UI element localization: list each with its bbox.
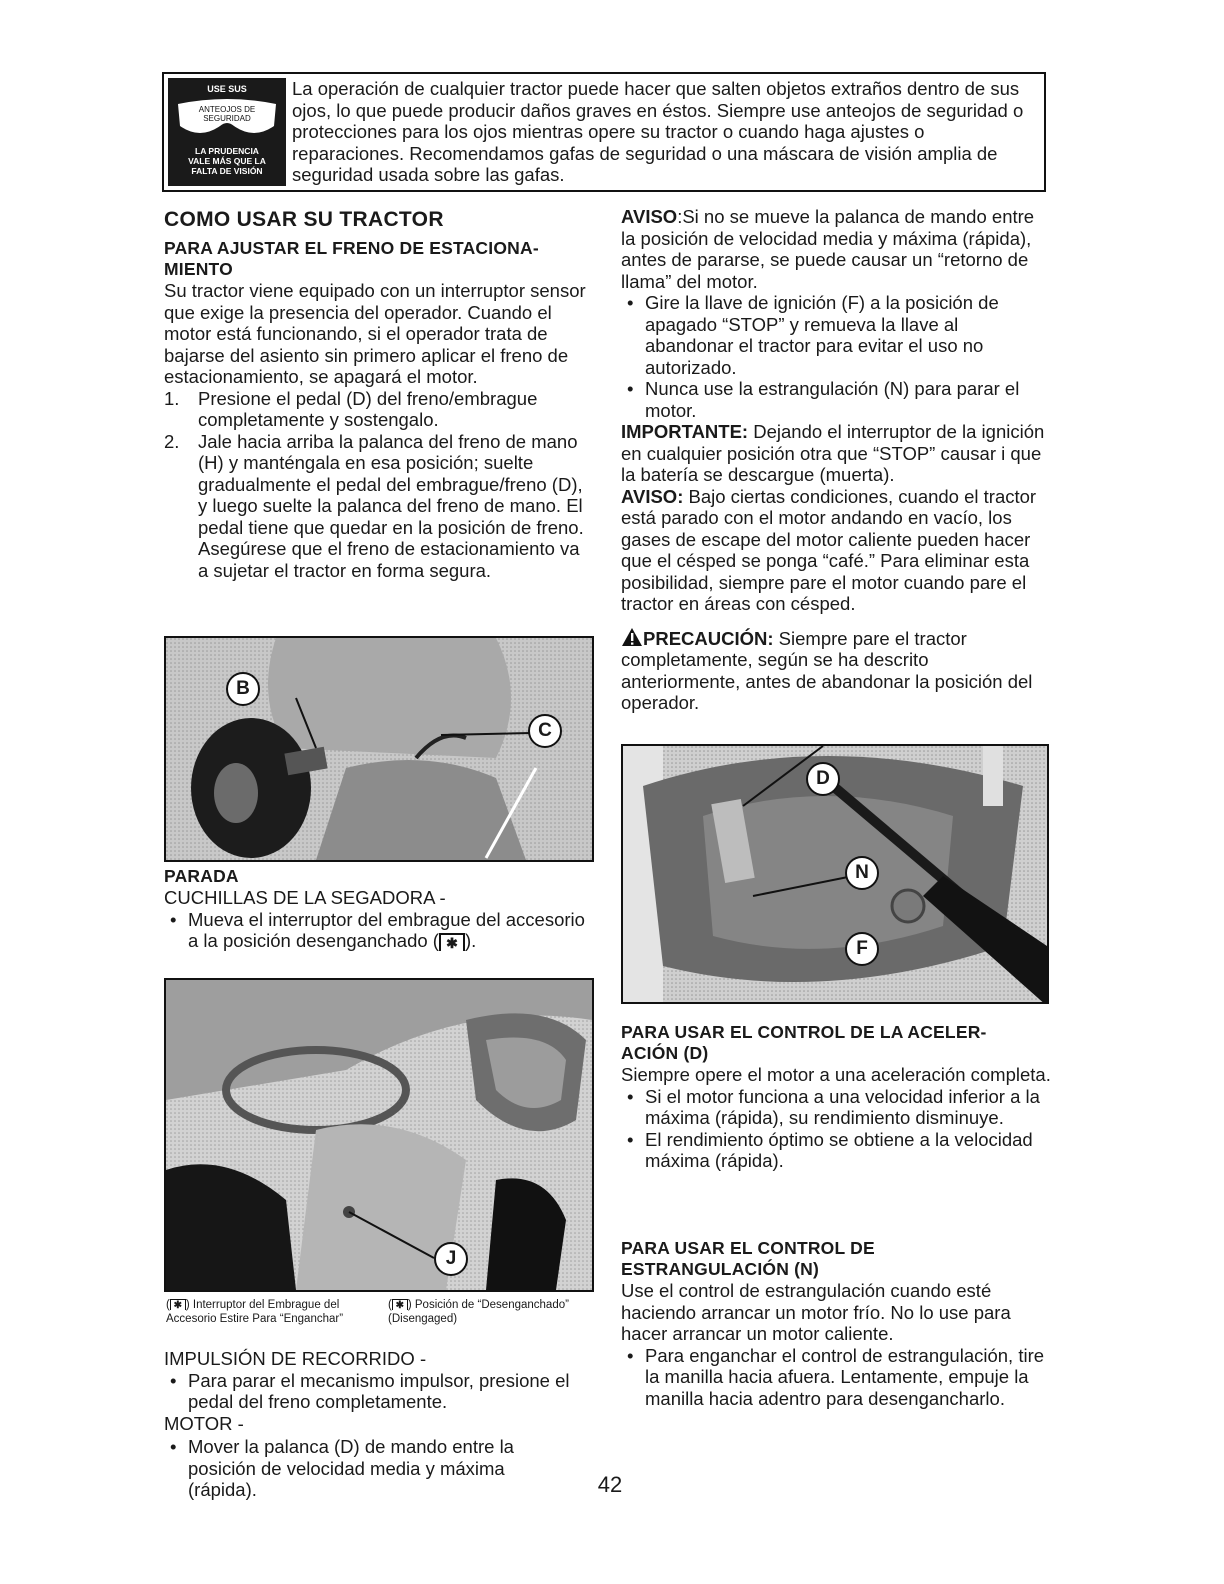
acel-section <box>621 1022 1051 1172</box>
impulsion-bullet-text: Para parar el mecanismo impulsor, presione el pedal del freno completamente. <box>188 1369 570 1412</box>
parada-section <box>164 866 594 952</box>
motor-bullet: • Mover la palanca (D) de mando entre la posición de velocidad media y máxima (rápida). <box>170 1436 514 1500</box>
badge-line-5: VALE MÁS QUE LA <box>188 156 266 166</box>
estr-intro: Use el control de estrangulación cuando esté haciendo arrancar un motor frío. No lo use para hacer arrancar un motor caliente. <box>621 1280 1011 1344</box>
precaucion-text: Siempre pare el tractor completamente, según se ha descrito anteriormente, antes de abandonar la posición del operador. <box>621 627 1033 713</box>
callout-c: C <box>528 714 562 748</box>
caption-left-text: Interruptor del Embrague del Accesorio Estire Para “Enganchar” <box>166 1299 344 1325</box>
stop-bullet-1-text: Gire la llave de ignición (F) a la posición de apagado “STOP” y remueva la llave al abandonar el tractor para evitar el uso no autorizado. <box>645 292 999 378</box>
stop-bullet-1: • Gire la llave de ignición (F) a la posición de apagado “STOP” y remueva la llave al abandonar el tractor para evitar el uso no autorizado. <box>627 292 999 378</box>
disengaged-symbol-icon: ✱ <box>392 1299 408 1310</box>
aviso-2-label: AVISO: <box>621 485 684 507</box>
badge-line-3: SEGURIDAD <box>203 114 251 123</box>
acel-intro: Siempre opere el motor a una aceleración completa. <box>621 1064 1051 1085</box>
acel-bullet-1-text: Si el motor funciona a una velocidad inferior a la máxima (rápida), su rendimiento disminuye. <box>645 1085 1040 1128</box>
estr-bullet: • Para enganchar el control de estrangulación, tire la manilla hacia afuera. Lentamente, empuje la manilla hacia adentro para desengancharlo. <box>627 1344 1045 1409</box>
stop-bullet-2: • Nunca use la estrangulación (N) para parar el motor. <box>627 378 1020 421</box>
left-column <box>164 208 594 581</box>
figure-throttle-choke <box>621 744 1049 1004</box>
acel-heading-line1: PARA USAR EL CONTROL DE LA ACELER- <box>621 1022 987 1042</box>
aviso-2-text: Bajo ciertas condiciones, cuando el tractor está parado con el motor andando en vacío, los gases de escape del motor caliente pueden hacer que el césped se ponga “café.” Para eliminar esta posibilidad, siempre pare el motor cuando pare el tractor en áreas con césped. <box>621 485 1037 614</box>
page-number: 42 <box>597 1472 623 1497</box>
aviso-1 <box>621 206 1051 292</box>
warning-text: La operación de cualquier tractor puede hacer que salten objetos extraños dentro de sus ojos, lo que puede producir daños graves en éstos. Siempre use anteojos de seguridad o protecciones para los ojos mientras opere su tractor o cuando haga ajustes o reparaciones. Recomendamos gafas de seguridad o una máscara de visión amplia de seguridad usada sobre las gafas. <box>292 78 1024 185</box>
goggles-icon <box>174 96 280 142</box>
aviso-2 <box>621 486 1051 615</box>
callout-n: N <box>845 856 879 890</box>
step-text: Presione el pedal (D) del freno/embrague completamente y sostengalo. <box>198 387 538 430</box>
figure-attachment-clutch <box>164 978 594 1292</box>
warning-triangle-icon <box>621 627 643 647</box>
figure2-caption <box>164 1298 604 1332</box>
badge-line-6: FALTA DE VISIÓN <box>191 166 263 176</box>
importante <box>621 421 1051 486</box>
acel-bullet-2: • El rendimiento óptimo se obtiene a la velocidad máxima (rápida). <box>627 1128 1033 1171</box>
impulsion-motor-section <box>164 1348 574 1501</box>
callout-j: J <box>434 1242 468 1276</box>
callout-f: F <box>845 932 879 966</box>
callout-d: D <box>806 762 840 796</box>
estr-section <box>621 1238 1051 1409</box>
importante-text: Dejando el interruptor de la ignición en cualquier posición otra que “STOP” causar i que la batería se descargue (muerta). <box>621 421 1045 485</box>
estr-bullet-text: Para enganchar el control de estrangulación, tire la manilla hacia afuera. Lentamente, empuje la manilla hacia adentro para desengancharlo. <box>645 1344 1045 1409</box>
right-column <box>621 206 1051 714</box>
parada-bullet-end: ). <box>464 930 477 951</box>
brake-step-2 <box>164 431 594 582</box>
brake-heading-line1: PARA AJUSTAR EL FRENO DE ESTACIONA- <box>164 238 539 258</box>
brake-heading-line2: MIENTO <box>164 259 233 279</box>
figure-brake-pedal <box>164 636 594 862</box>
badge-line-1: USE SUS <box>207 84 247 94</box>
badge-line-4: LA PRUDENCIA <box>195 146 259 156</box>
acel-bullet-1: • Si el motor funciona a una velocidad inferior a la máxima (rápida), su rendimiento disminuye. <box>627 1085 1040 1128</box>
estr-heading-line2: ESTRANGULACIÓN (N) <box>621 1259 820 1279</box>
step-number: 1. <box>164 387 180 409</box>
impulsion-bullet: • Para parar el mecanismo impulsor, presione el pedal del freno completamente. <box>170 1369 570 1412</box>
engaged-symbol-icon: ✱ <box>170 1299 186 1310</box>
page-title: COMO USAR SU TRACTOR <box>164 208 444 231</box>
motor-heading: MOTOR - <box>164 1412 244 1434</box>
brake-step-1 <box>164 388 594 431</box>
parada-bullet: • Mueva el interruptor del embrague del accesorio a la posición desenganchado ( ✱ ). <box>170 908 585 952</box>
brake-intro: Su tractor viene equipado con un interruptor sensor que exige la presencia del operador. Cuando el motor está funcionando, si el operador trata de bajarse del asiento sin primero aplicar el freno de estacionamiento, se apagará el motor. <box>164 280 586 387</box>
parada-sub: CUCHILLAS DE LA SEGADORA - <box>164 887 446 908</box>
caption-right: ( ✱ ) Posición de “Desenganchado” (Disengaged) <box>388 1299 569 1325</box>
acel-heading-line2: ACIÓN (D) <box>621 1043 709 1063</box>
motor-bullet-text: Mover la palanca (D) de mando entre la posición de velocidad media y máxima (rápida). <box>188 1436 514 1500</box>
precaucion-label: PRECAUCIÓN: <box>643 627 774 649</box>
estr-heading-line1: PARA USAR EL CONTROL DE <box>621 1238 875 1258</box>
importante-label: IMPORTANTE: <box>621 421 749 442</box>
caption-left: ( ✱ ) Interruptor del Embrague del Accesorio Estire Para “Enganchar” <box>166 1299 344 1325</box>
callout-b: B <box>226 672 260 706</box>
tractor-seat-illustration <box>166 638 592 860</box>
safety-warning-box <box>162 72 1046 192</box>
parada-bullet-text: Mueva el interruptor del embrague del accesorio a la posición desenganchado ( <box>188 908 585 951</box>
dashboard-illustration <box>166 980 592 1290</box>
caption-right-text: Posición de “Desenganchado” (Disengaged) <box>388 1299 569 1325</box>
acel-bullet-2-text: El rendimiento óptimo se obtiene a la velocidad máxima (rápida). <box>645 1128 1033 1171</box>
aviso-1-label: AVISO <box>621 206 678 227</box>
step-text: Jale hacia arriba la palanca del freno de mano (H) y manténgala en esa posición; suelte gradualmente el pedal del embrague/freno (D), y luego suelte la palanca del freno de mano. El pedal tiene que quedar en la posición de freno. Asegúrese que el freno de estacionamiento va a sujetar el tractor en forma segura. <box>198 430 584 581</box>
parada-heading: PARADA <box>164 866 239 886</box>
stop-bullet-2-text: Nunca use la estrangulación (N) para parar el motor. <box>645 378 1020 421</box>
badge-line-2: ANTEOJOS DE <box>198 105 256 114</box>
impulsion-heading: IMPULSIÓN DE RECORRIDO - <box>164 1348 427 1369</box>
step-number: 2. <box>164 430 180 452</box>
disengaged-symbol-icon: ✱ <box>439 933 465 951</box>
aviso-1-text: :Si no se mueve la palanca de mando entre la posición de velocidad media y máxima (rápida), antes de pararse, se puede causar un “retorno de llama” del motor. <box>621 206 1035 292</box>
safety-glasses-badge <box>168 78 286 186</box>
precaucion <box>621 627 1051 714</box>
